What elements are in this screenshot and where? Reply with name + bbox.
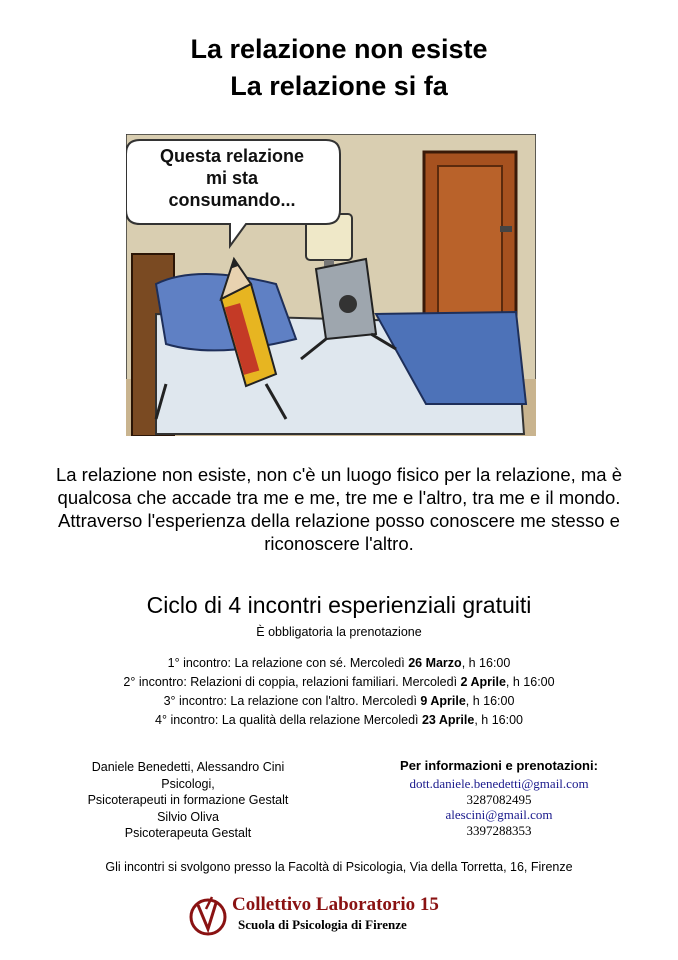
cartoon-illustration xyxy=(126,134,536,436)
contacts-heading: Per informazioni e prenotazioni: xyxy=(400,758,598,773)
booking-required-note: È obbligatoria la prenotazione xyxy=(256,625,422,639)
cycle-heading: Ciclo di 4 incontri esperienziali gratuiti xyxy=(146,592,532,618)
authors-line-1: Daniele Benedetti, Alessandro Cini xyxy=(91,760,285,774)
authors-line-2: Psicologi, xyxy=(161,776,215,791)
logo-name: Collettivo Laboratorio 15 xyxy=(232,894,439,915)
logo-emblem xyxy=(186,893,230,939)
session-2: 2° incontro: Relazioni di coppia, relazioni familiari. Mercoledì 2 Aprile, h 16:00 xyxy=(123,675,555,689)
venue-text: Gli incontri si svolgono presso la Facoltà di Psicologia, Via della Torretta, 16, Firenze xyxy=(105,860,573,874)
authors-line-4: Silvio Oliva xyxy=(157,809,219,824)
email-link-2[interactable]: alescini@gmail.com xyxy=(445,807,553,822)
session-1-date: 26 Marzo xyxy=(408,656,462,670)
speech-bubble-line-2: mi sta xyxy=(205,168,259,188)
session-3-date: 9 Aprile xyxy=(420,694,466,708)
authors-block xyxy=(58,759,318,842)
session-3: 3° incontro: La relazione con l'altro. Mercoledì 9 Aprile, h 16:00 xyxy=(163,694,515,708)
authors-line-5: Psicoterapeuta Gestalt xyxy=(124,826,252,840)
phone-2: 3397288353 xyxy=(466,823,532,838)
title-line-2: La relazione si fa xyxy=(230,71,448,101)
session-4: 4° incontro: La qualità della relazione Mercoledì 23 Aprile, h 16:00 xyxy=(155,713,523,727)
session-4-date: 23 Aprile xyxy=(421,713,475,727)
session-1: 1° incontro: La relazione con sé. Mercoledì 26 Marzo, h 16:00 xyxy=(167,656,511,670)
title-line-1: La relazione non esiste xyxy=(190,34,488,64)
session-2-date: 2 Aprile xyxy=(460,675,506,689)
email-link-1[interactable]: dott.daniele.benedetti@gmail.com xyxy=(409,776,589,791)
speech-bubble-line-1: Questa relazione xyxy=(159,146,305,166)
logo-subtitle: Scuola di Psicologia di Firenze xyxy=(238,917,407,932)
phone-1: 3287082495 xyxy=(466,792,532,807)
authors-line-3: Psicoterapeuti in formazione Gestalt xyxy=(87,793,289,807)
speech-bubble-line-3: consumando... xyxy=(168,190,296,210)
intro-paragraph: La relazione non esiste, non c'è un luogo fisico per la relazione, ma è qualcosa che accade tra me e me, tre me e l'altro, tra me e il mondo. Attraverso l'esperienza della relazione posso conoscere me stesso e riconoscere l'altro. xyxy=(55,464,623,554)
